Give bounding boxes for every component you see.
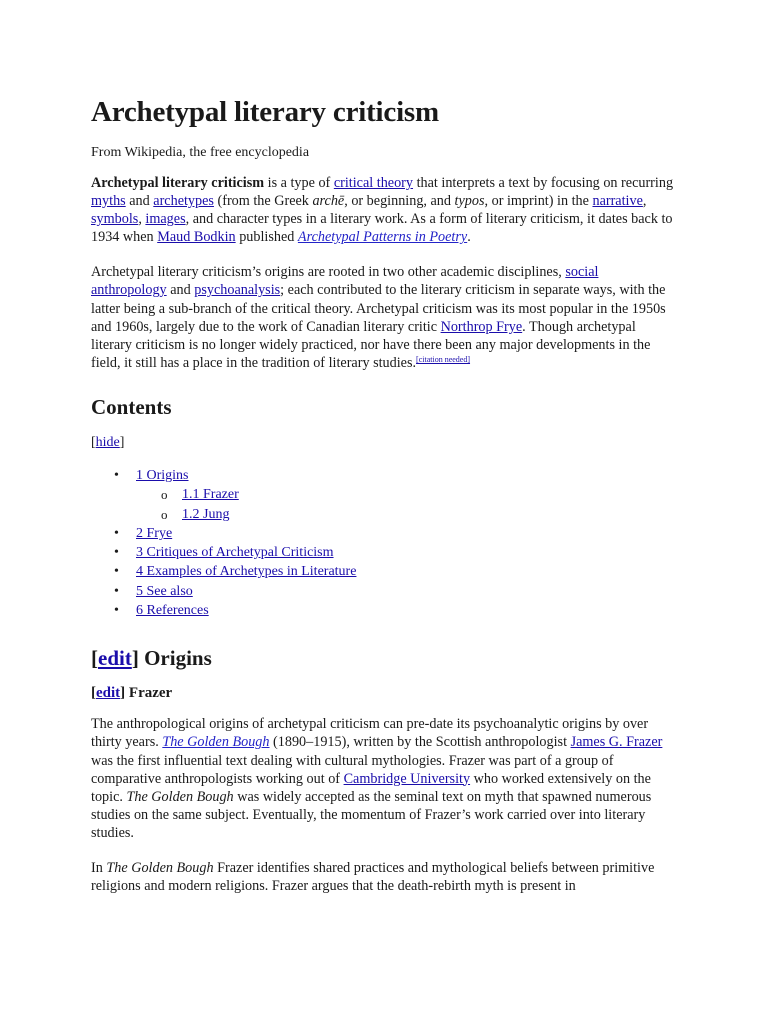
- section-heading-origins: [edit] Origins: [91, 646, 212, 671]
- bold-term: Archetypal literary criticism: [91, 175, 265, 191]
- toc-link-origins[interactable]: 1 Origins: [136, 467, 189, 483]
- link-cambridge-university[interactable]: Cambridge University: [343, 770, 471, 787]
- link-social-anthropology[interactable]: social anthropology: [91, 264, 599, 299]
- section-heading-frazer: [edit] Frazer: [91, 685, 173, 702]
- link-symbols[interactable]: symbols: [91, 211, 139, 228]
- toc-item: [91, 543, 676, 562]
- link-northrop-frye[interactable]: Northrop Frye: [440, 318, 523, 335]
- toc-item: [91, 466, 676, 485]
- link-critical-theory[interactable]: critical theory: [333, 175, 414, 191]
- toc-link-frazer[interactable]: 1.1 Frazer: [182, 487, 239, 503]
- toc-item: [91, 524, 676, 543]
- toc-link-references[interactable]: 6 References: [136, 603, 209, 619]
- toc-item: [91, 582, 676, 601]
- edit-frazer-link[interactable]: edit: [96, 685, 121, 702]
- citation-needed-link[interactable]: [citation needed]: [416, 354, 471, 364]
- toc-toggle: [hide]: [91, 434, 125, 450]
- link-golden-bough[interactable]: The Golden Bough: [162, 734, 270, 751]
- link-narrative[interactable]: narrative: [592, 193, 643, 210]
- golden-bough-paragraph: In The Golden Bough Frazer identifies shared practices and mythological beliefs between primitive religions and modern religions. Frazer argues that the death-rebirth myth is present in: [91, 859, 655, 895]
- link-images[interactable]: images: [145, 211, 186, 228]
- toc-item: [91, 562, 676, 581]
- toc-subitem: [91, 505, 676, 524]
- page-title: Archetypal literary criticism: [91, 96, 439, 128]
- toc-link-critiques[interactable]: 3 Critiques of Archetypal Criticism: [136, 545, 334, 561]
- link-archetypes[interactable]: archetypes: [153, 193, 214, 210]
- link-archetypal-patterns[interactable]: Archetypal Patterns in Poetry: [297, 229, 468, 246]
- toc-subitem: [91, 485, 676, 504]
- toc-link-jung[interactable]: 1.2 Jung: [182, 506, 230, 522]
- intro-paragraph: Archetypal literary criticism is a type of critical theory that interprets a text by focusing on recurring myths and archetypes (from the Greek archē, or beginning, and typos, or imprint) in the narrative, symbols, images, and character types in a literary work. As a form of literary criticism, it dates back to 1934 when Maud Bodkin published Archetypal Patterns in Poetry.: [91, 175, 674, 246]
- toc-link-see-also[interactable]: 5 See also: [136, 583, 193, 599]
- origins-summary-paragraph: Archetypal literary criticism’s origins are rooted in two other academic disciplines, social anthropology and psychoanalysis; each contributed to the literary criticism in separate ways, with the latter being a sub-branch of the critical theory. Archetypal criticism was its most popular in the 1950s and 1960s, largely due to the work of Canadian literary critic Northrop Frye. Though archetypal literary criticism is no longer widely practiced, nor have there been any major developments in the field, it still has a place in the tradition of literary studies.[citation needed]: [91, 264, 666, 371]
- frazer-paragraph: The anthropological origins of archetypal criticism can pre-date its psychoanalytic origins by over thirty years. The Golden Bough (1890–1915), written by the Scottish anthropologist James G. Frazer was the first influential text dealing with cultural mythologies. Frazer was part of a group of comparative anthropologists working out of Cambridge University who worked extensively on the topic. The Golden Bough was widely accepted as the seminal text on myth that spawned numerous studies on the same subject. Eventually, the momentum of Frazer’s work carried over into literary studies.: [91, 716, 663, 841]
- contents-heading: Contents: [91, 394, 172, 419]
- table-of-contents: [91, 466, 676, 620]
- toc-link-frye[interactable]: 2 Frye: [136, 525, 173, 541]
- edit-origins-link[interactable]: edit: [98, 646, 132, 671]
- toc-item: [91, 601, 676, 620]
- link-james-frazer[interactable]: James G. Frazer: [570, 734, 663, 751]
- link-maud-bodkin[interactable]: Maud Bodkin: [157, 229, 236, 246]
- toc-link-examples[interactable]: 4 Examples of Archetypes in Literature: [136, 564, 357, 580]
- hide-toc-link[interactable]: hide: [95, 434, 120, 450]
- site-tagline: From Wikipedia, the free encyclopedia: [91, 145, 310, 160]
- link-myths[interactable]: myths: [91, 193, 126, 210]
- link-psychoanalysis[interactable]: psychoanalysis: [194, 282, 281, 299]
